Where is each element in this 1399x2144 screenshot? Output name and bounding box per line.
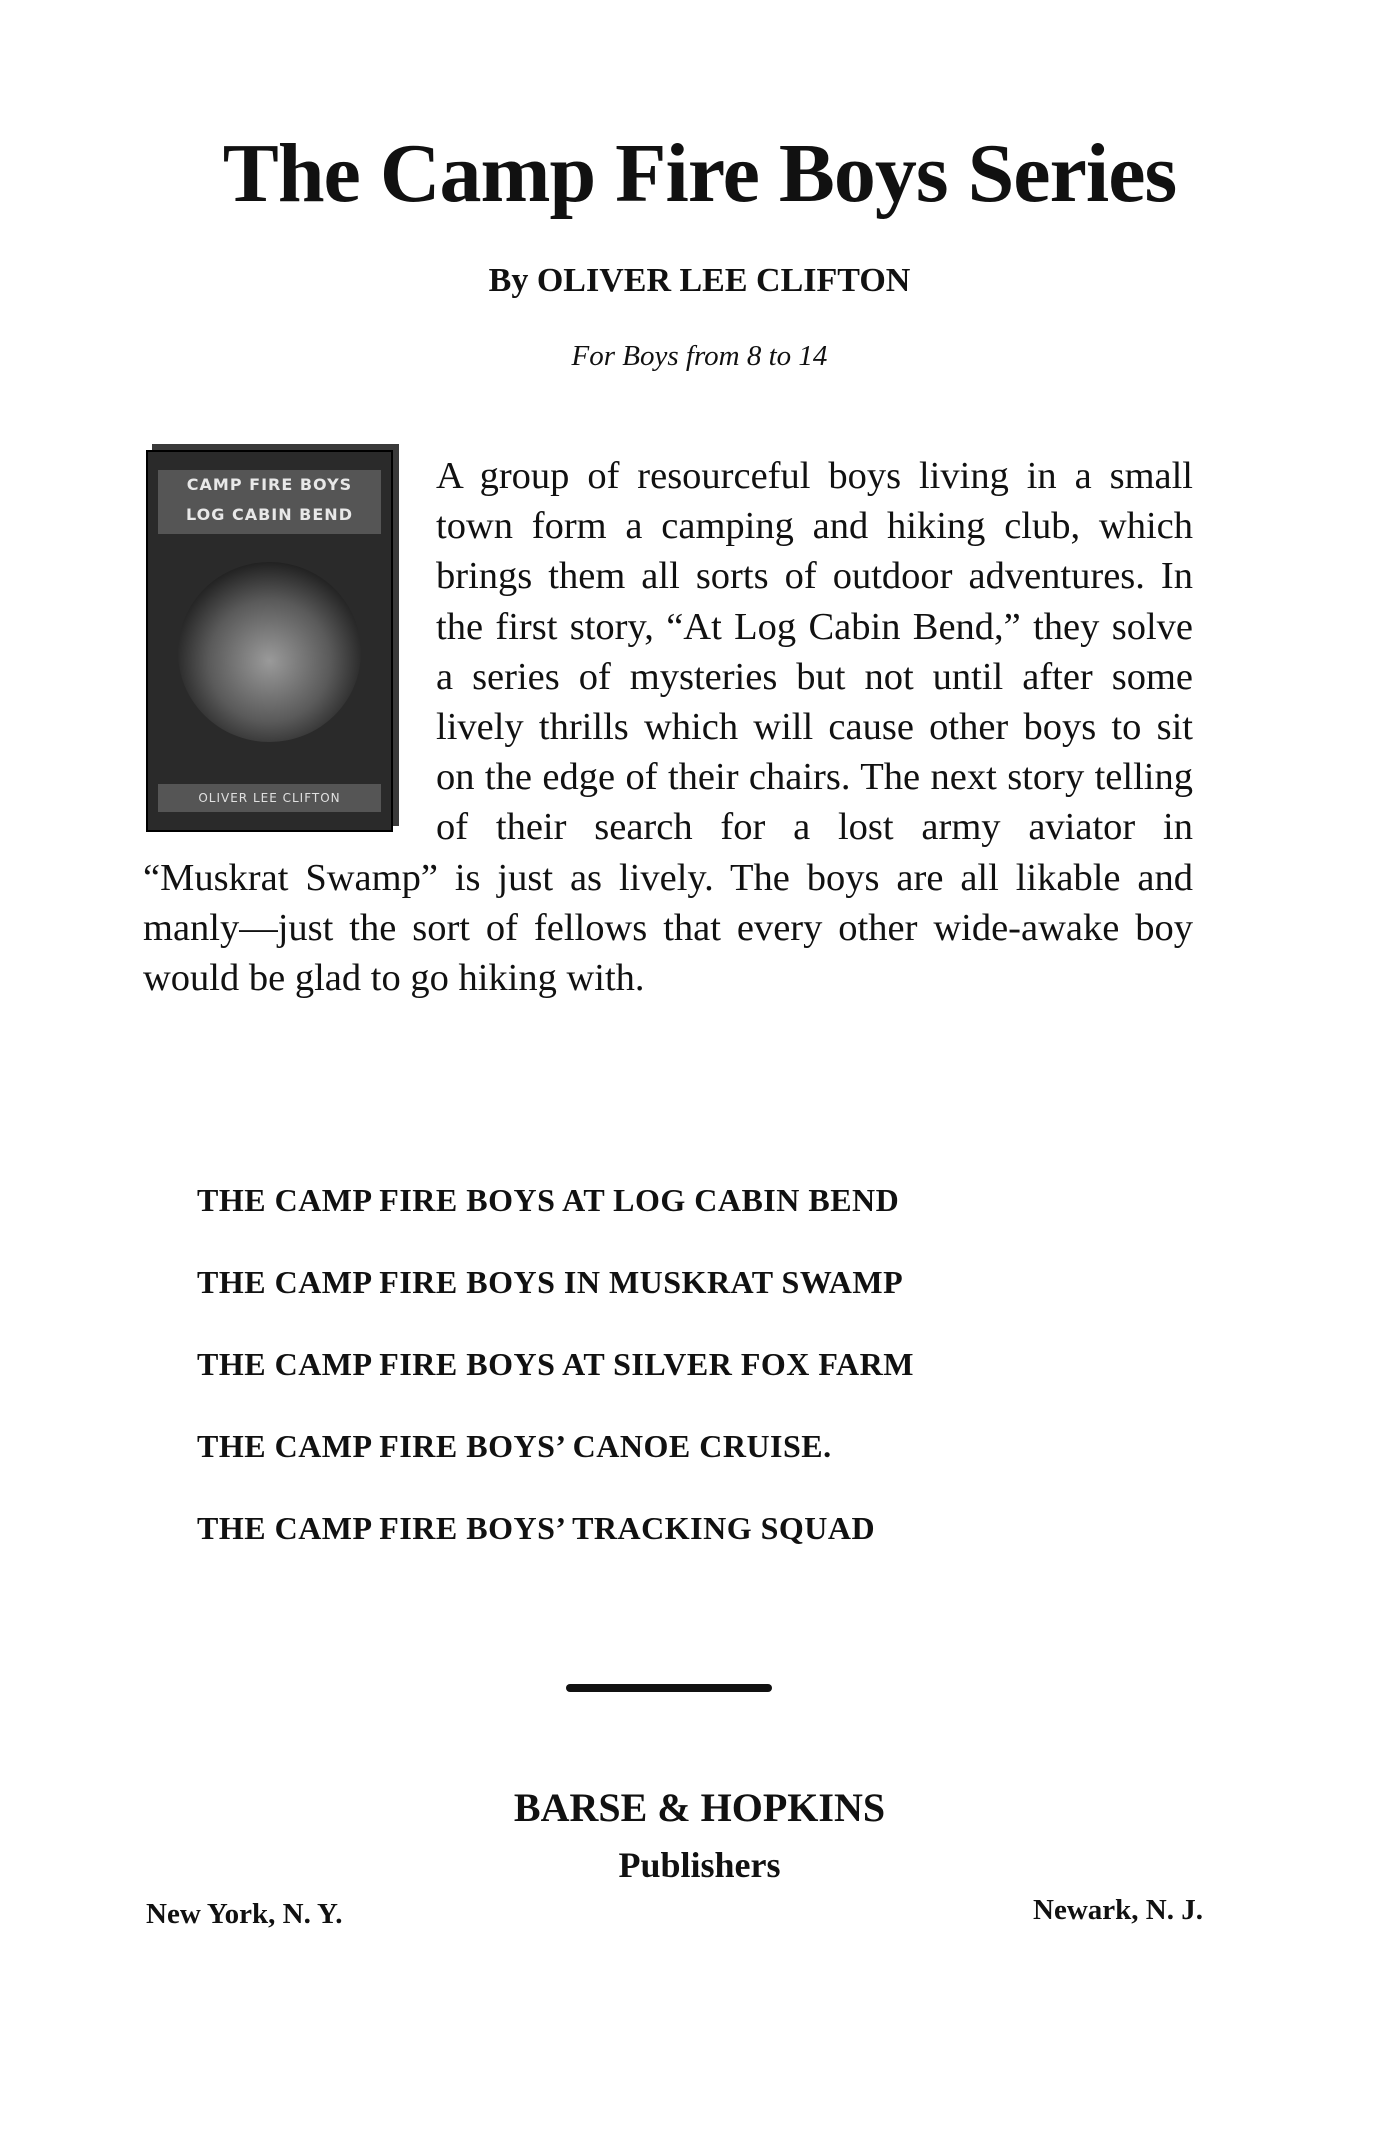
divider [566, 1684, 772, 1692]
audience-note: For Boys from 8 to 14 [571, 340, 828, 372]
series-titles-list [197, 1180, 1197, 1590]
series-title: The Camp Fire Boys Series [222, 127, 1177, 220]
author-name: OLIVER LEE CLIFTON [536, 262, 911, 299]
publisher-role: Publishers [618, 1845, 781, 1885]
cover-title-line2: LOG CABIN BEND [186, 505, 353, 524]
cover-spacer [143, 451, 436, 851]
list-item: THE CAMP FIRE BOYS AT LOG CABIN BEND [197, 1182, 900, 1218]
publisher-name: BARSE & HOPKINS [513, 1785, 886, 1830]
list-item: THE CAMP FIRE BOYS’ TRACKING SQUAD [197, 1510, 876, 1546]
series-description [143, 451, 1193, 1003]
city-newark: Newark, N. J. [1033, 1894, 1203, 1926]
byline [0, 262, 1399, 300]
list-item: THE CAMP FIRE BOYS’ CANOE CRUISE. [197, 1428, 832, 1464]
list-item: THE CAMP FIRE BOYS IN MUSKRAT SWAMP [197, 1264, 904, 1300]
byline-prefix: By [488, 262, 529, 299]
list-item: THE CAMP FIRE BOYS AT SILVER FOX FARM [197, 1346, 914, 1382]
cover-author-band: OLIVER LEE CLIFTON [158, 784, 381, 812]
city-new-york: New York, N. Y. [146, 1898, 343, 1930]
cover-title-line1: CAMP FIRE BOYS [186, 475, 353, 494]
description-text: A group of resourceful boys living in a small town form a camping and hiking club, which brings them all sorts of outdoor adventures. In the first story, “At Log Cabin Bend,” they solve a series of mysteries but not until after some lively thrills which will cause other boys to sit on the edge of their chairs. The next story telling of their search for a lost army aviator in “Muskrat Swamp” is just as lively. The boys are all likable and manly—just the sort of fellows that every other wide-awake boy would be glad to go hiking with. [143, 455, 1193, 1000]
